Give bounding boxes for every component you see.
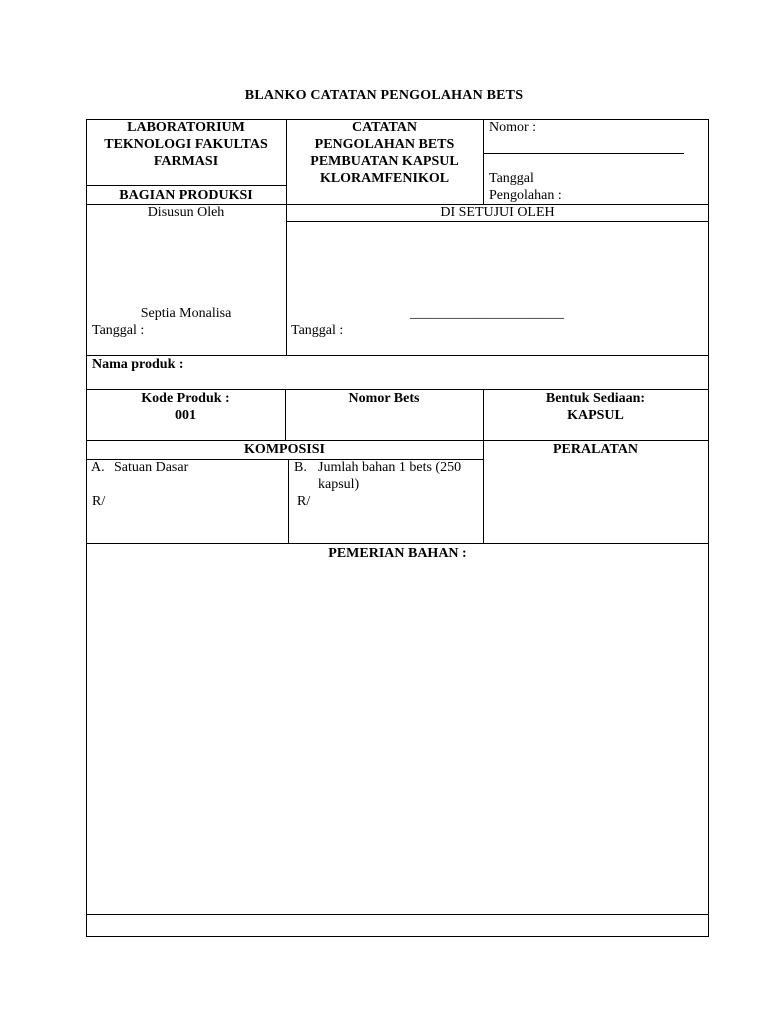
table-right-border bbox=[708, 119, 709, 937]
resep-right: R/ bbox=[297, 494, 311, 509]
table-bottom-border bbox=[86, 936, 709, 937]
document-title: BLANKO CATATAN PENGOLAHAN BETS bbox=[244, 88, 524, 103]
pengolahan-label: Pengolahan : bbox=[489, 188, 562, 203]
komposisi-b-marker: B. bbox=[294, 460, 307, 475]
komposisi-b-text-1: Jumlah bahan 1 bets (250 bbox=[318, 460, 462, 475]
catatan-line-2: PENGOLAHAN BETS bbox=[314, 137, 455, 152]
lab-line-1: LABORATORIUM bbox=[127, 120, 245, 135]
catatan-line-4: KLORAMFENIKOL bbox=[319, 171, 450, 186]
peralatan-label: PERALATAN bbox=[552, 442, 639, 457]
preparer-name: Septia Monalisa bbox=[140, 306, 232, 321]
bagian-produksi: BAGIAN PRODUKSI bbox=[119, 188, 253, 203]
bentuk-sediaan-label: Bentuk Sediaan: bbox=[545, 391, 646, 406]
tanggal-right: Tanggal : bbox=[291, 323, 344, 338]
kode-produk-value: 001 bbox=[175, 408, 196, 423]
tanggal-left: Tanggal : bbox=[92, 323, 145, 338]
nama-produk-label: Nama produk : bbox=[92, 357, 184, 372]
divider-col2-header bbox=[483, 119, 484, 205]
nomor-label: Nomor : bbox=[489, 120, 537, 135]
divider-pemerian-bottom bbox=[86, 914, 709, 915]
kode-produk-label: Kode Produk : bbox=[141, 391, 230, 406]
disusun-oleh-label: Disusun Oleh bbox=[147, 205, 225, 220]
bentuk-sediaan-value: KAPSUL bbox=[567, 408, 624, 423]
nomor-bets-label: Nomor Bets bbox=[348, 391, 420, 406]
nomor-underline bbox=[484, 153, 684, 154]
divider-komposisi-bottom bbox=[86, 543, 709, 544]
tanggal-label: Tanggal bbox=[489, 171, 534, 186]
lab-line-2: TEKNOLOGI FAKULTAS bbox=[104, 137, 268, 152]
komposisi-a-marker: A. bbox=[91, 460, 105, 475]
komposisi-b-text-2: kapsul) bbox=[318, 477, 360, 492]
divider-komposisi-ab bbox=[288, 459, 289, 544]
disetujui-oleh-label: DI SETUJUI OLEH bbox=[440, 205, 555, 220]
signature-line: ______________________ bbox=[410, 306, 564, 321]
resep-left: R/ bbox=[92, 494, 106, 509]
pemerian-bahan-label: PEMERIAN BAHAN : bbox=[328, 546, 467, 561]
komposisi-label: KOMPOSISI bbox=[244, 442, 325, 457]
komposisi-a-text: Satuan Dasar bbox=[114, 460, 189, 475]
divider-disetujui-bottom bbox=[286, 221, 709, 222]
catatan-line-1: CATATAN bbox=[351, 120, 418, 135]
catatan-line-3: PEMBUATAN KAPSUL bbox=[310, 154, 459, 169]
divider-bagian-top bbox=[86, 185, 286, 186]
lab-line-3: FARMASI bbox=[153, 154, 219, 169]
table-left-border bbox=[86, 119, 87, 937]
